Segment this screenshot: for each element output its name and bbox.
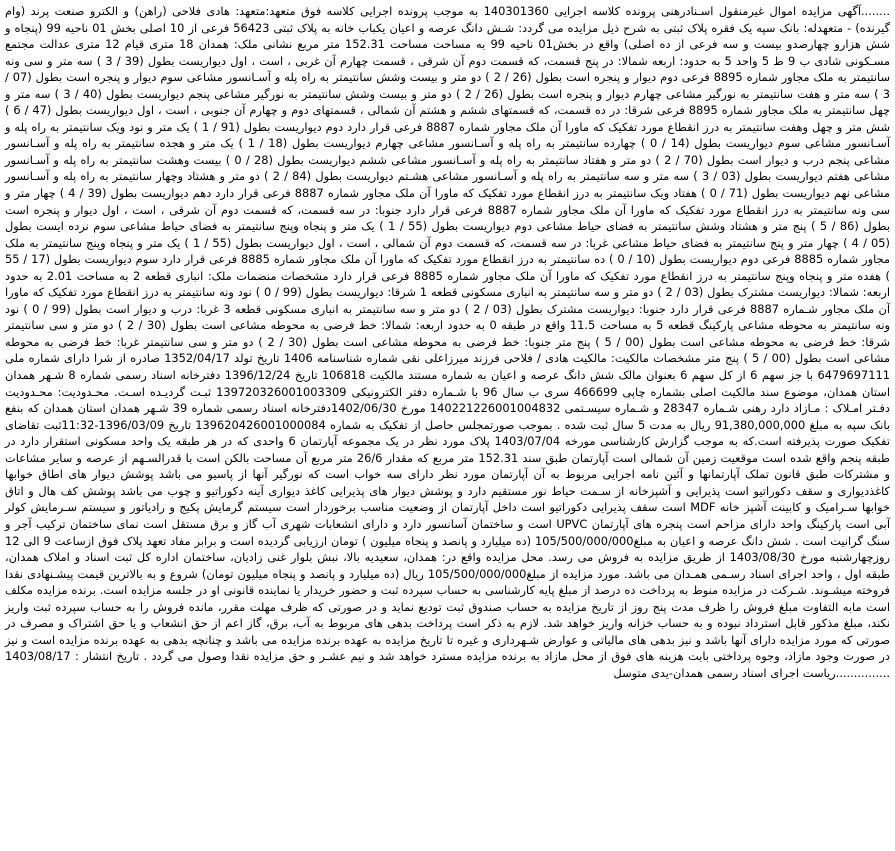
auction-notice-text: ........آگهی مزایده اموال غیرمنقول اسـنادرهنی پرونده کلاسه اجرایی 140301360 به موجب پرونده اجرایی کلاسه فوق متعهد:متعهد: هادی فلاحی (راهن) و الکترو صنعت پرند (وام گیرنده) - متعهدله: بانک سپه یک فقره پلاک ثبتی به شرح ذیل مزایده می گردد: شـش دانگ عرصه و اعیان یکباب خانه به پلاک ثبتی 56423 فرعی از 10 اصلی بخش 01 ناحیه 99 (پنجاه و شش هزارو چهارصدو بیست و سه فرعی از ده اصلی) واقع در بخش01 ناحیه 99 به مساحت مساحت 152.31 متر مربع نشانی ملک: همدان 18 متری قیام 12 متری عدالت مجتمع مسـکونی شادی ب 9 ط 5 واحد 5 به حدود: اربعه شمالا: در پنج قسمت، که قسمت دوم آن شرقی ، قسمت چهارم آن غربی ، است ، اول دیواریست بطول (39 / 3 ) سه متر و سی ونه سانتیمتر به ملک مجاور شماره 8895 فرعی دوم دیوار و پنجره است بطول (26 / 2 ) دو متر و بیست وشش سانتیمتر به راه پله و آسـانسور مشاعی سوم دیوار و پنجره است بطول (07 / 3 ) سه متر و هفت سانتیمتر به نورگیر مشاعی چهارم دیوار و پنجره است بطول (26 / 2 ) دو متر و بیست وشش سانتیمتر به نورگیر مشاعی پنجم دیواریست بطول (40 / 3 ) سه متر و چهل سانتیمتر به ملک مجاور شماره 8895 فرعی شرقا: در ده قسمت، که قسمتهای ششم و هشتم آن شمالی ، قسمتهای دوم و چهارم آن جنوبی ، است ، اول دیواریست بطول (47 / 6 ) شش متر و چهل وهفت سانتیمتر به درز انقطاع مورد تفکیک که ماورا آن ملک مجاور شماره 8887 فرعی قرار دارد دوم دیواریست بطول (91 / 1 ) یک متر و نود ویک سانتیمتر به راه پله و آسـانسور مشاعی سوم دیواریست بطول (14 / 0 ) چهارده سانتیمتر به راه پله و آسـانسور مشاعی چهارم دیواریست بطول (18 / 1 ) یک متر و هجده سانتیمتر به راه پله و آسـانسور مشاعی پنجم درب و دیوار است بطول (70 / 2 ) دو متر و هفتاد سانتیمتر به راه پله و آسـانسور مشاعی ششم دیواریست بطول (28 / 0 ) بیست وهشت سانتیمتر به راه پله و آسـانسور مشاعی هفتم دیواریست بطول (03 / 3 ) سه متر و سه سانتیمتر به راه پله و آسـانسور مشاعی هشـتم دیواریست بطول (84 / 2 ) دو متر و هشتاد وچهار سانتیمتر به راه پله و آسـانسور مشاعی نهم دیواریست بطول (71 / 0 ) هفتاد ویک سانتیمتر به درز انقطاع مورد تفکیک که ماورا آن ملک مجاور شماره 8887 فرعی قرار دارد دهم دیواریست بطول (39 / 4 ) چهار متر و سی ونه سانتیمتر به درز انقطاع مورد تفکیک که ماورا آن ملک مجاور شماره 8887 فرعی قرار دارد جنوبا: در سه قسمت، که قسمت دوم آن شرقی ، است ، اول دیوار و پنجره است بطول (86 / 5 ) پنج متر و هشتاد وشش سانتیمتر به فضای حیاط مشاعی دوم دیواریست بطول (55 / 1 ) یک متر و پنجاه وپنج سانتیمتر به فضای حیاط مشاعی سوم نرده ایست بطول (05 / 4 ) چهار متر و پنج سانتیمتر به فضای حیاط مشاعی غربا: در سه قسمت، که قسمت دوم آن شمالی ، است ، اول دیواریست بطول (55 / 1 ) یک متر و پنجاه وپنج سانتیمتر به ملک مجاور شماره 8885 فرعی دوم دیواریست بطول (10 / 0 ) ده سانتیمتر به درز انقطاع مورد تفکیک که ماورا آن ملک مجاور شماره 8885 فرعی قرار دارد سوم دیواریست بطول (17 / 55 ) هفده متر و پنجاه وپنج سانتیمتر به درز انقطاع مورد تفکیک که ماورا آن ملک مجاور شماره 8885 فرعی قرار دارد مشخصات منضمات ملک: انباری قطعه 2 به مساحت 2.01 به حدود اربعه: شمالا: دیواریست مشترک بطول (03 / 2 ) دو متر و سه سانتیمتر به انباری مسکونی قطعه 1 شرقا: دیواریست بطول (99 / 0 ) نود ونه سانتیمتر به درز انقطاع مورد تفکیک که ماورا آن ملک مجاور شـماره 8887 فرعی قرار دارد جنوبا: دیواریست مشترک بطول (03 / 2 ) دو متر و سه سانتیمتر به انباری مسکونی قطعه 3 غربا: درب و دیوار است بطول (99 / 0 ) نود ونه سانتیمتر به محوطه مشاعی پارکینگ قطعه 5 به مساحت 11.5 واقع در طبقه 0 به حدود اربعه: شمالا: خط فرضی به محوطه مشاعی است بطول (30 / 2 ) دو متر و سی سانتیمتر شرقا: خط فرضی به محوطه مشاعی است بطول (00 / 5 ) پنج متر جنوبا: خط فرضی به محوطه مشاعی است بطول (30 / 2 ) دو متر و سی سانتیمتر غربا: خط فرضی به محوطه مشاعی است بطول (00 / 5 ) پنج متر مشخصات مالکیت: مالکیت هادی / فلاحی فرزند میرزاعلی نقی شماره شناسنامه 1406 تاریخ تولد 1352/04/17 صادره از شرا دارای شماره ملی 6479697111 با جز سهم 6 از کل سهم 6 بعنوان مالک شش دانگ عرصه و اعیان به شماره مستند مالکیت 106818 تاریخ 1396/12/24 دفترخانه اسناد رسمی شماره 8 شـهر همدان استان همدان، موضوع سند مالکیت اصلی بشماره چاپی 466699 سری ب سال 96 با شـماره دفتر الکترونیکی 139720326001003309 ثبـت گردیـده اسـت. محـدودیت: محـدودیت دفـتر امـلاک : مـازاد دارد رهنی شـماره 28347 و شـماره سیسـتمی 140221226001004832 مورخ 1402/06/30دفترخانه اسناد رسمی شماره 39 شـهر همدان استان همدان که بنفع بانک سپه به مبلغ 91,380,000,000 ریال به مدت 5 سال ثبت شده . بموجب صورتمجلس حاصل از تفکیک به شماره 139620426001000084 تاریخ 1396/03/09-11:32ثبت تقاضای تفکیک صورت پذیرفته است.که به موجب گزارش کارشناسی مورخه 1403/07/04 پلاک مورد نظر در یک مجموعه آپارتمان 6 واحدی که در هر طبقه یک واحد مسکونی استقرار دارد در طبقه پنجم واقع شده است موقعیت زمین آن شمالی است آپارتمان طبق سند 152.31 متر مربع که مقدار 26/6 متر مربع آن مساحت بالکن است با قدرالسـهم از عرصه و سایر مشاعات و مشترکات طبق قانون تملک آپارتمانها و آئین نامه اجرایی مربوط به آن آپارتمان مورد نظر دارای سه خواب است که نورگیر آنها از پاسیو می باشد پوشش دیوار های اطاق خوابها کاغذدیواری و سقف دکوراتیو است پذیرایی و آشپزخانه از سـمت حیاط نور مستقیم دارد و پوشش دیوار های پذیرایی کاغذ دیواری آینه دکوراتیو و چوب می باشد پوشش کف هال و اتاق خوابها سـرامیک و کابینت آشپز خانه MDF است سقف پذیرایی دکوراتیو است داخل آپارتمان از وضعیت مناسب برخوردار است سیستم گرمایش پکیج و رادیاتور و سیستم سـرمایش کولر آبی است پارکینگ واحد دارای مزاحم است پنجره های آپارتمان UPVC است و ساختمان آسانسور دارد و دارای انشعابات شهری آب گاز و برق مستقل است نمای ساختمان ترکیب آجر و سنگ گرانیت است . شش دانگ عرصه و اعیان به مبلغ105/500/000/000 (ده میلیارد و پانصد و پنجاه میلیون ) تومان ارزیابی گردیده است و برابر مفاد تعهد پلاک فوق ازساعت 9 الی 12 روزچهارشنبه مورخ 1403/08/30 از طریق مزایده به فروش می رسد. محل مزایده واقع در: همدان، سعیدیه بالا، نبش بلوار غنی زادیان، ساختمان اداره کل ثبت اسناد و املاک همدان، طبقه اول ، واحد اجرای اسناد رسـمی همـدان می باشد. مورد مزایده از مبلغ105/500/000/000 ریال (ده میلیارد و پانصد و پنجاه میلیون تومان) شروع و به بالاترین قیمت پیشـنهادی نقدا فروخته میشـوند. شـرکت در مزایده منوط به پرداخت ده درصد از مبلغ پایه کارشناسی به حساب سپرده ثبت و حضور خریدار یا نماینده قانونی او در جلسه مزایده است. برنده مزایده مکلف است مابه التفاوت مبلغ فروش را ظرف مدت پنج روز از تاریخ مزایده به حساب صندوق ثبت تودیع نماید و در صورتی که ظرف مهلت مقرر، مانده فروش را به حساب سپرده ثبت واریز نکند، مبلغ مذکور قابل استرداد نبوده و به حساب خزانه واریز خواهد شد. لازم به ذکر است پرداخت بدهی های مربوط به آب، برق، گاز اعم از حق انشعاب و یا حق اشتراک و مصرف در صورتی که مورد مزایده دارای آنها باشد و نیز بدهی های مالیاتی و عوارض شـهرداری و غیره تا تاریخ مزایده به عهده برنده مزایده می باشد و چنانچه بدهی به عهده برنده مزایده است و نیز در صورت وجود مازاد، وجوه پرداختی بابت هزینه های فوق از محل مازاد به برنده مزایده مسترد خواهد شد و نیم عشـر و حق مزایده نقدا وصول می گردد . تاریخ انتشار : 1403/08/17 ...............ریاست اجرای اسناد رسمی همدان-یدی متوسل	[5, 4, 891, 680]
